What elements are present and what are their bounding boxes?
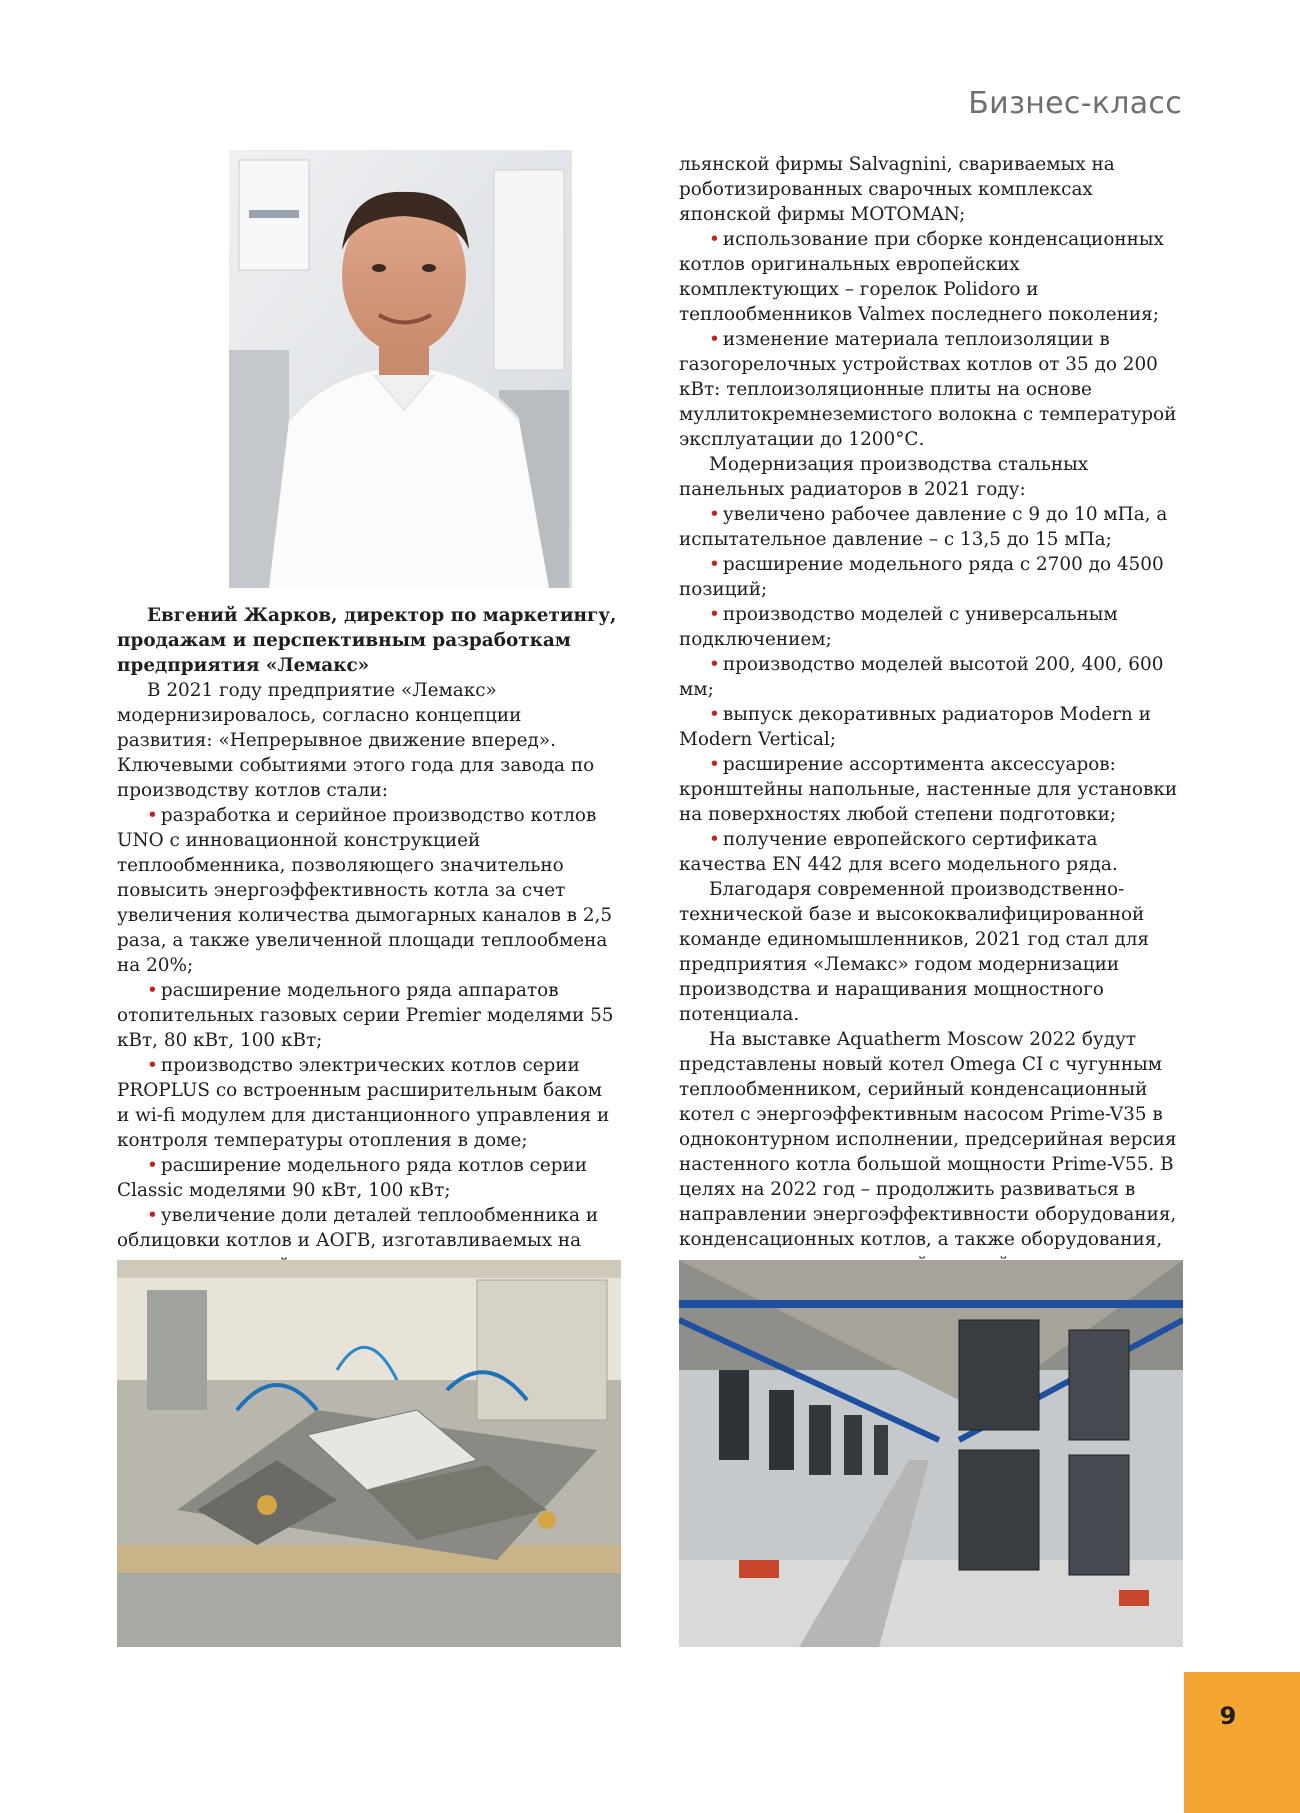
radiator-line-photo (679, 1260, 1183, 1647)
bullet-item: • разработка и серийное производство котлов UNO с инновационной конструкцией теплообменника, позволяющего значительно повысить энергоэффективность котла за счет увеличения количества дымогарных каналов в 2,5 раза, а также увеличенной площади теплообмена на 20%; (117, 803, 620, 978)
bullet-item: • расширение ассортимента аксессуаров: кронштейны напольные, настенные для установки на поверхностях любой степени подготовки; (679, 752, 1182, 827)
paragraph: Модернизация производства стальных панельных радиаторов в 2021 году: (679, 454, 1089, 500)
page-number: 9 (1219, 1702, 1237, 1730)
right-column (679, 152, 1182, 1277)
left-column (117, 603, 620, 1303)
paragraph: На выставке Aquatherm Moscow 2022 будут представлены новый котел Omega CI с чугунным теплообменником, серийный конденсационный котел с энергоэффективным насосом Prime-V35 в одноконтурном исполнении, предсерийная версия настенного котла большой мощности Prime-V55. В целях на 2022 год – продолжить развиваться в направлении энергоэффективности оборудования, конденсационных котлов, а также оборудования, (679, 1029, 1177, 1250)
factory-machine-photo (117, 1260, 621, 1647)
bullet-item: • расширение модельного ряда котлов серии Classic моделями 90 кВт, 100 кВт; (117, 1153, 620, 1203)
section-title: Бизнес-класс (968, 86, 1182, 121)
portrait-caption: Евгений Жарков, директор по маркетингу, продажам и перспективным разработкам предприятия «Лемакс» (117, 605, 617, 676)
page-number-tab (1184, 1672, 1300, 1813)
bullet-item: • расширение модельного ряда с 2700 до 4500 позиций; (679, 552, 1182, 602)
paragraph: льянской фирмы Salvagnini, свариваемых на роботизированных сварочных комплексах японской фирмы MOTOMAN; (679, 154, 1115, 225)
bullet-item: • увеличение доли деталей теплообменника и облицовки котлов и АОГВ, изготавливаемых на (117, 1203, 620, 1303)
bullet-item: • использование при сборке конденсационных котлов оригинальных европейских комплектующих – горелок Polidoro и теплообменников Valmex последнего поколения; (679, 227, 1182, 327)
paragraph: В 2021 году предприятие «Лемакс» модернизировалось, согласно концепции развития: «Непрерывное движение вперед». Ключевыми событиями этого года для завода по производству котлов стали: (117, 680, 595, 801)
bullet-item: • производство моделей высотой 200, 400, 600 мм; (679, 652, 1182, 702)
bullet-item: • получение европейского сертификата качества EN 442 для всего модельного ряда. (679, 827, 1182, 877)
bullet-item: • изменение материала теплоизоляции в газогорелочных устройствах котлов от 35 до 200 кВт: теплоизоляционные плиты на основе муллитокремнеземистого волокна с температурой эксплуатации до 1200°С. (679, 327, 1182, 452)
paragraph: Благодаря современной производственно-технической базе и высококвалифицированной команде единомышленников, 2021 год стал для предприятия «Лемакс» годом модернизации производства и наращивания мощностного потенциала. (679, 879, 1150, 1025)
bullet-item: • увеличено рабочее давление с 9 до 10 мПа, а испытательное давление – с 13,5 до 15 мПа; (679, 502, 1182, 552)
bullet-item: • расширение модельного ряда аппаратов отопительных газовых серии Premier моделями 55 кВт, 80 кВт, 100 кВт; (117, 978, 620, 1053)
bullet-item: • выпуск декоративных радиаторов Modern и Modern Vertical; (679, 702, 1182, 752)
bullet-item: • производство моделей с универсальным подключением; (679, 602, 1182, 652)
bullet-item: • производство электрических котлов серии PROPLUS со встроенным расширительным баком и wi-fi модулем для дистанционного управления и контроля температуры отопления в доме; (117, 1053, 620, 1153)
portrait-photo (229, 150, 572, 588)
